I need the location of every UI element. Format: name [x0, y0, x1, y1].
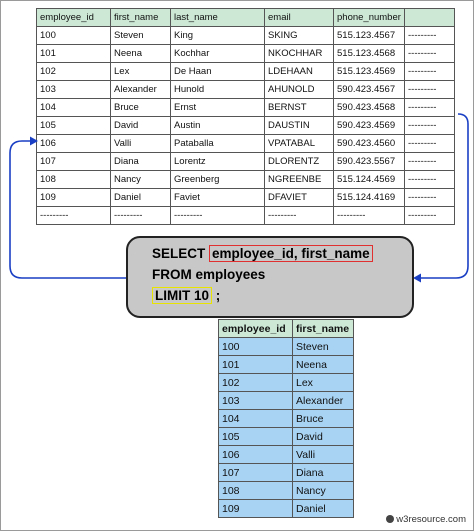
sql-limit-clause: LIMIT 10: [152, 287, 212, 304]
left-flow-arrow: [10, 141, 126, 278]
right-arrowhead-icon: [413, 274, 421, 283]
sql-limit-line: [152, 288, 220, 303]
employees-cell: 109: [37, 189, 111, 207]
result-cell: 102: [219, 374, 293, 392]
employees-cell: 108: [37, 171, 111, 189]
employees-cell: 103: [37, 81, 111, 99]
sql-query-box: [126, 236, 414, 318]
employees-cell: Valli: [111, 135, 171, 153]
employees-cell: 590.423.5567: [334, 153, 405, 171]
watermark-text: w3resource.com: [396, 514, 466, 525]
employees-cell: 515.123.4568: [334, 45, 405, 63]
employees-cell: 106: [37, 135, 111, 153]
result-cell: 107: [219, 464, 293, 482]
employees-cell: 515.123.4569: [334, 63, 405, 81]
employees-cell: ---------: [37, 207, 111, 225]
result-cell: Nancy: [293, 482, 354, 500]
result-row: [219, 500, 354, 518]
employees-cell: ---------: [405, 189, 455, 207]
employees-cell: VPATABAL: [265, 135, 334, 153]
employees-cell: DAUSTIN: [265, 117, 334, 135]
employees-cell: Austin: [171, 117, 265, 135]
employees-cell: ---------: [405, 63, 455, 81]
employees-cell: ---------: [171, 207, 265, 225]
employees-cell: ---------: [265, 207, 334, 225]
result-row: [219, 482, 354, 500]
result-header-row: [219, 320, 354, 338]
sql-selected-columns: employee_id, first_name: [209, 245, 373, 262]
result-cell: 109: [219, 500, 293, 518]
result-row: [219, 464, 354, 482]
employees-cell: Ernst: [171, 99, 265, 117]
result-cell: Neena: [293, 356, 354, 374]
employees-cell: 515.124.4569: [334, 171, 405, 189]
result-cell: 108: [219, 482, 293, 500]
employees-cell: 590.423.4567: [334, 81, 405, 99]
employees-cell: BERNST: [265, 99, 334, 117]
sql-select-line: [152, 246, 373, 261]
result-col-header-first-name: first_name: [293, 320, 354, 338]
employees-cell: LDEHAAN: [265, 63, 334, 81]
employees-cell: 515.124.4169: [334, 189, 405, 207]
result-cell: Bruce: [293, 410, 354, 428]
sql-terminator: ;: [215, 288, 221, 303]
sql-from-line: FROM employees: [152, 267, 266, 282]
employees-cell: 515.123.4567: [334, 27, 405, 45]
col-header-last-name: last_name: [171, 9, 265, 27]
employees-cell: ---------: [405, 81, 455, 99]
employees-cell: Lex: [111, 63, 171, 81]
employees-cell: ---------: [405, 153, 455, 171]
result-table: [218, 319, 354, 518]
employees-cell: NKOCHHAR: [265, 45, 334, 63]
result-body: [219, 338, 354, 518]
employees-cell: ---------: [405, 45, 455, 63]
employees-cell: ---------: [111, 207, 171, 225]
employees-cell: Alexander: [111, 81, 171, 99]
result-cell: 103: [219, 392, 293, 410]
result-cell: David: [293, 428, 354, 446]
employees-cell: SKING: [265, 27, 334, 45]
employees-cell: ---------: [405, 135, 455, 153]
employees-cell: Daniel: [111, 189, 171, 207]
employees-cell: DFAVIET: [265, 189, 334, 207]
employees-cell: Bruce: [111, 99, 171, 117]
employees-cell: 590.423.4569: [334, 117, 405, 135]
result-row: [219, 410, 354, 428]
result-col-header-employee-id: employee_id: [219, 320, 293, 338]
employees-cell: ---------: [405, 171, 455, 189]
result-cell: Alexander: [293, 392, 354, 410]
employees-cell: AHUNOLD: [265, 81, 334, 99]
result-row: [219, 374, 354, 392]
employees-cell: Pataballa: [171, 135, 265, 153]
employees-cell: ---------: [405, 99, 455, 117]
result-cell: Daniel: [293, 500, 354, 518]
employees-cell: ---------: [405, 207, 455, 225]
employees-cell: Neena: [111, 45, 171, 63]
employees-cell: ---------: [334, 207, 405, 225]
employees-cell: ---------: [405, 27, 455, 45]
result-cell: Steven: [293, 338, 354, 356]
result-cell: 105: [219, 428, 293, 446]
result-cell: Diana: [293, 464, 354, 482]
employees-cell: Kochhar: [171, 45, 265, 63]
employees-cell: Nancy: [111, 171, 171, 189]
col-header-first-name: first_name: [111, 9, 171, 27]
result-row: [219, 338, 354, 356]
col-header-phone-number: phone_number: [334, 9, 405, 27]
employees-cell: 104: [37, 99, 111, 117]
employees-cell: Hunold: [171, 81, 265, 99]
result-row: [219, 356, 354, 374]
employees-cell: 105: [37, 117, 111, 135]
w3resource-logo-icon: [386, 515, 394, 523]
col-header-employee-id: employee_id: [37, 9, 111, 27]
employees-cell: Faviet: [171, 189, 265, 207]
result-cell: 104: [219, 410, 293, 428]
result-cell: Valli: [293, 446, 354, 464]
employees-cell: ---------: [405, 117, 455, 135]
result-cell: 101: [219, 356, 293, 374]
employees-cell: David: [111, 117, 171, 135]
employees-cell: King: [171, 27, 265, 45]
employees-cell: 590.423.4568: [334, 99, 405, 117]
employees-cell: Greenberg: [171, 171, 265, 189]
employees-cell: 102: [37, 63, 111, 81]
left-arrowhead-icon: [30, 137, 38, 146]
col-header-email: email: [265, 9, 334, 27]
result-row: [219, 446, 354, 464]
employees-cell: DLORENTZ: [265, 153, 334, 171]
result-row: [219, 428, 354, 446]
result-row: [219, 392, 354, 410]
sql-select-keyword: SELECT: [152, 246, 206, 261]
result-cell: 100: [219, 338, 293, 356]
employees-cell: 590.423.4560: [334, 135, 405, 153]
employees-cell: 100: [37, 27, 111, 45]
employees-cell: NGREENBE: [265, 171, 334, 189]
employees-cell: 107: [37, 153, 111, 171]
employees-cell: Steven: [111, 27, 171, 45]
employees-cell: Diana: [111, 153, 171, 171]
right-flow-arrow: [420, 114, 468, 278]
employees-cell: Lorentz: [171, 153, 265, 171]
result-cell: Lex: [293, 374, 354, 392]
employees-cell: De Haan: [171, 63, 265, 81]
result-cell: 106: [219, 446, 293, 464]
employees-cell: 101: [37, 45, 111, 63]
watermark: [386, 514, 466, 525]
